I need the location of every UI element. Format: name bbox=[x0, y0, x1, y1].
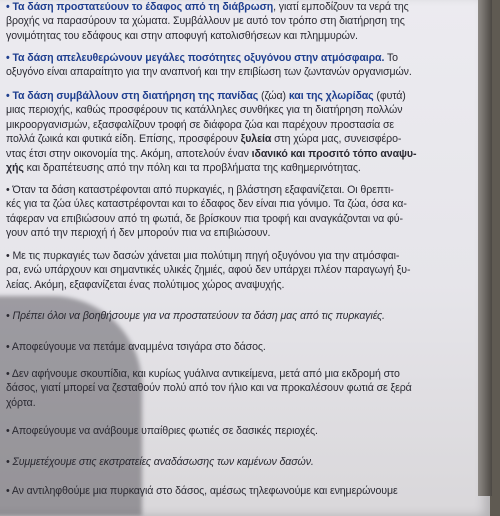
text-run: γονιμότητας του εδάφους και στην αποφυγή κατολισθήσεων και πλημμυρών. bbox=[6, 29, 358, 42]
text-line bbox=[6, 161, 466, 175]
paragraph bbox=[6, 89, 466, 175]
text-run: (ζώα) bbox=[258, 90, 289, 102]
text-run: ρα, ενώ υπάρχουν και σημαντικές υλικές ζημιές, αφού δεν υπάρχει πλέον παραγωγή ξυ- bbox=[6, 264, 411, 277]
text-run: γουν από την περιοχή ή δεν μπορούν πια να επιβιώσουν. bbox=[6, 227, 271, 240]
text-run: • Αποφεύγουμε να ανάβουμε υπαίθριες φωτιές σε δασικές περιοχές. bbox=[6, 425, 318, 437]
text-line bbox=[6, 263, 466, 277]
highlighted-run: • Τα δάση απελευθερώνουν μεγάλες ποσότητες οξυγόνου στην ατμόσφαιρα. bbox=[6, 52, 385, 64]
paragraph bbox=[6, 0, 466, 43]
paragraph bbox=[6, 51, 466, 80]
text-run: οξυγόνο είναι απαραίτητο για την αναπνοή και την επιβίωση των ζωντανών οργανισμών. bbox=[6, 66, 412, 79]
text-line bbox=[6, 484, 466, 498]
text-run: κές για τα ζώα ύλες καταστρέφονται και το έδαφος δεν είναι πια γόνιμο. Τα ζώα, όσα κα- bbox=[6, 198, 407, 211]
bold-run: ξυλεία bbox=[240, 133, 272, 146]
text-run: • Δεν αφήνουμε σκουπίδια, και κυρίως γυάλινα αντικείμενα, μετά από μια εκδρομή στο bbox=[6, 368, 400, 380]
text-run: μιας περιοχής, καθώς προσφέρουν τις κατάλληλες συνθήκες για τη διατήρηση πολλών bbox=[6, 104, 403, 117]
paragraph bbox=[6, 340, 466, 354]
paragraph bbox=[6, 249, 466, 292]
text-run: • Με τις πυρκαγιές των δασών χάνεται μια πολύτιμη πηγή οξυγόνου για την ατμόσφαι- bbox=[6, 250, 400, 262]
highlighted-run: και της χλωρίδας bbox=[288, 90, 374, 102]
text-run: • Πρέπει όλοι να βοηθήσουμε για να προστατεύουν τα δάση μας από τις πυρκαγιές. bbox=[6, 310, 385, 322]
text-run: χόρτα. bbox=[6, 396, 36, 409]
text-run: μικροοργανισμών, εξασφαλίζουν τροφή σε διάφορα ζώα και παρέχουν προστασία σε bbox=[6, 118, 395, 131]
text-run: , γιατί εμποδίζουν τα νερά της bbox=[273, 1, 409, 13]
text-run: (φυτά) bbox=[373, 90, 406, 102]
text-line bbox=[6, 118, 466, 132]
text-line bbox=[6, 132, 466, 146]
text-line bbox=[6, 103, 466, 117]
text-line bbox=[6, 455, 466, 469]
paragraph bbox=[6, 424, 466, 438]
paragraph bbox=[6, 455, 466, 469]
text-run: βροχής να παρασύρουν τα χώματα. Συμβάλλουν με αυτό τον τρόπο στη διατήρηση της bbox=[6, 15, 405, 28]
text-line bbox=[6, 147, 466, 161]
text-run: Το bbox=[384, 52, 398, 64]
paragraph bbox=[6, 484, 466, 498]
text-line bbox=[6, 309, 466, 323]
text-run: στη χώρα μας, συνεισφέρο- bbox=[271, 133, 402, 146]
text-line bbox=[6, 14, 466, 28]
text-line bbox=[6, 183, 466, 197]
text-line bbox=[6, 381, 466, 395]
highlighted-run: • Τα δάση συμβάλλουν στη διατήρηση της πανίδας bbox=[6, 90, 259, 102]
page-edge bbox=[478, 0, 492, 496]
text-line bbox=[6, 65, 466, 79]
text-run: • Αν αντιληφθούμε μια πυρκαγιά στο δάσος, αμέσως τηλεφωνούμε και ενημερώνουμε bbox=[6, 485, 398, 497]
bold-run: ιδανικό και προσιτό τόπο αναψυ- bbox=[251, 147, 417, 160]
text-line bbox=[6, 396, 466, 410]
text-line bbox=[6, 89, 466, 103]
text-run: • Συμμετέχουμε στις εκστρατείες αναδάσωσης των καμένων δασών. bbox=[6, 456, 314, 468]
text-run: πολλά ζωικά και φυτικά είδη. Επίσης, προσφέρουν bbox=[6, 133, 241, 146]
text-run: δάσος, γιατί μπορεί να ζεσταθούν πολύ από τον ήλιο και να προκαλέσουν φωτιά σε ξερά bbox=[6, 382, 412, 395]
text-run: και δραπέτευσης από την πόλη και τα προβλήματα της καθημερινότητας. bbox=[23, 162, 361, 175]
text-line bbox=[6, 51, 466, 65]
paragraph bbox=[6, 367, 466, 410]
text-run: • Αποφεύγουμε να πετάμε αναμμένα τσιγάρα στο δάσος. bbox=[6, 341, 266, 353]
highlighted-run: • Τα δάση προστατεύουν το έδαφος από τη διάβρωση bbox=[6, 1, 274, 13]
text-run: ντας έτσι στην οικονομία της. Ακόμη, αποτελούν έναν bbox=[6, 147, 252, 160]
text-line bbox=[6, 212, 466, 226]
text-line bbox=[6, 424, 466, 438]
paragraph bbox=[6, 309, 466, 323]
text-line bbox=[6, 367, 466, 381]
text-line bbox=[6, 340, 466, 354]
text-line bbox=[6, 29, 466, 43]
text-line bbox=[6, 226, 466, 240]
text-line bbox=[6, 197, 466, 211]
text-run: λείας. Ακόμη, εξαφανίζεται ένας πολύτιμος χώρος αναψυχής. bbox=[6, 278, 285, 291]
text-line bbox=[6, 249, 466, 263]
text-line bbox=[6, 278, 466, 292]
text-run: • Όταν τα δάση καταστρέφονται από πυρκαγιές, η βλάστηση εξαφανίζεται. Οι θρεπτι- bbox=[6, 184, 394, 196]
text-run: τάφεραν να επιβιώσουν από τη φωτιά, δε βρίσκουν πια τροφή και αναγκάζονται να φύ- bbox=[6, 212, 403, 225]
bold-run: χής bbox=[6, 162, 24, 175]
paragraph bbox=[6, 183, 466, 241]
text-line bbox=[6, 0, 466, 14]
